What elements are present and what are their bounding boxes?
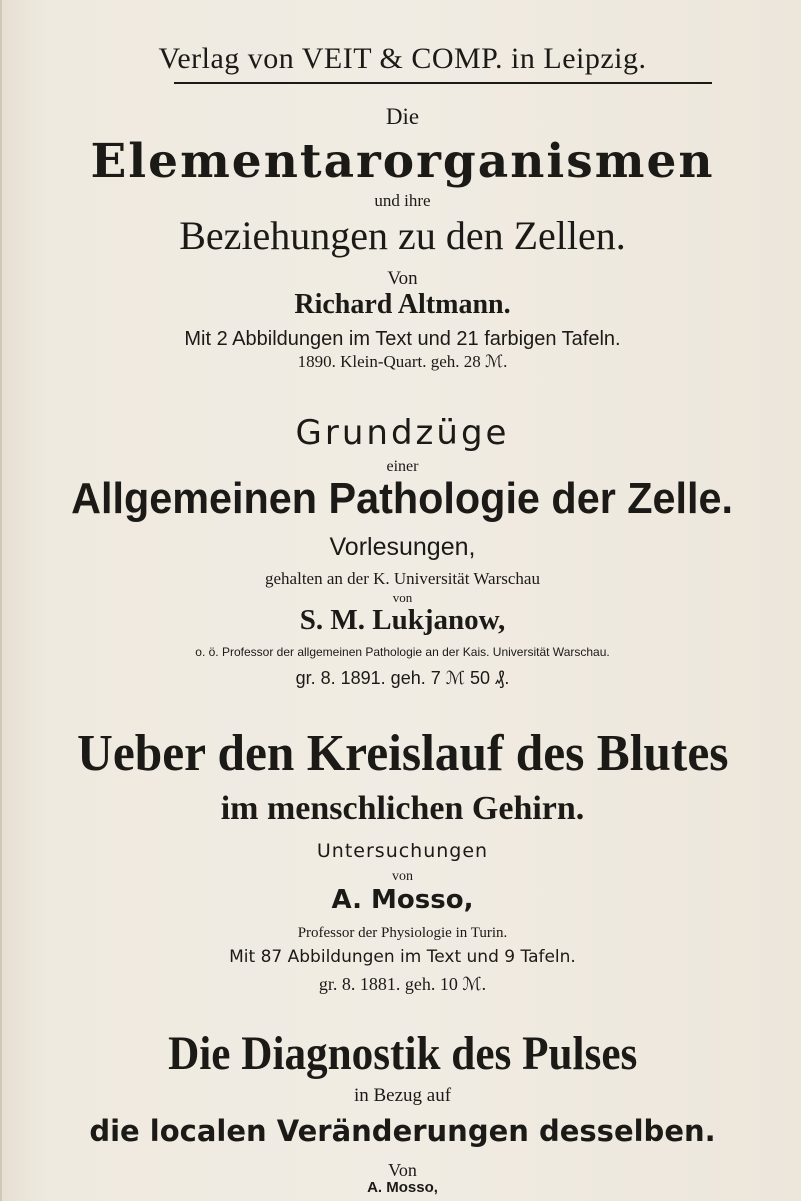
- book2-subtitle: Vorlesungen,: [329, 533, 476, 561]
- publisher-header: Verlag von VEIT & COMP. in Leipzig.: [158, 42, 647, 75]
- book4-by: Von: [388, 1160, 417, 1180]
- book4-connector: in Bezug auf: [353, 1085, 452, 1106]
- book3-by: von: [392, 869, 413, 884]
- book4-author: A. Mosso,: [367, 1179, 438, 1196]
- book3-details: gr. 8. 1881. geh. 10 ℳ.: [318, 974, 487, 994]
- book1-author: Richard Altmann.: [294, 289, 511, 320]
- book2-author: S. M. Lukjanow,: [299, 604, 506, 636]
- book1-subtitle: Beziehungen zu den Zellen.: [179, 213, 626, 258]
- book4-subtitle: die localen Veränderungen desselben.: [89, 1114, 716, 1148]
- book3-subtitle: im menschlichen Gehirn.: [220, 790, 585, 827]
- book2-by: von: [392, 590, 413, 605]
- book3-kind: Untersuchungen: [316, 840, 489, 862]
- book2-title: Allgemeinen Pathologie der Zelle.: [71, 474, 734, 523]
- book1-by: Von: [387, 268, 418, 289]
- book2-details: gr. 8. 1891. geh. 7 ℳ 50 ₰.: [295, 668, 510, 688]
- book3-author-role: Professor der Physiologie in Turin.: [297, 925, 508, 941]
- book2-connector: einer: [386, 458, 419, 475]
- book1-title: Elementarorganismen: [90, 134, 715, 189]
- book2-pre-title: Grundzüge: [295, 413, 510, 453]
- book1-illustrations: Mit 2 Abbildungen im Text und 21 farbigen Tafeln.: [184, 328, 621, 350]
- book2-subtitle-detail: gehalten an der K. Universität Warschau: [265, 569, 540, 588]
- book1-details: 1890. Klein-Quart. geh. 28 ℳ.: [297, 352, 508, 371]
- book2-author-role: o. ö. Professor der allgemeinen Pathologie an der Kais. Universität Warschau.: [195, 645, 610, 659]
- publisher-underline: [174, 82, 712, 84]
- book1-subtitle-connector: und ihre: [374, 191, 431, 210]
- book3-author: A. Mosso,: [331, 885, 474, 915]
- book3-title: Ueber den Kreislauf des Blutes: [76, 725, 729, 782]
- book3-illustrations: Mit 87 Abbildungen im Text und 9 Tafeln.: [229, 947, 576, 967]
- book4-title: Die Diagnostik des Pulses: [167, 1027, 638, 1080]
- book1-pre-title: Die: [385, 104, 420, 129]
